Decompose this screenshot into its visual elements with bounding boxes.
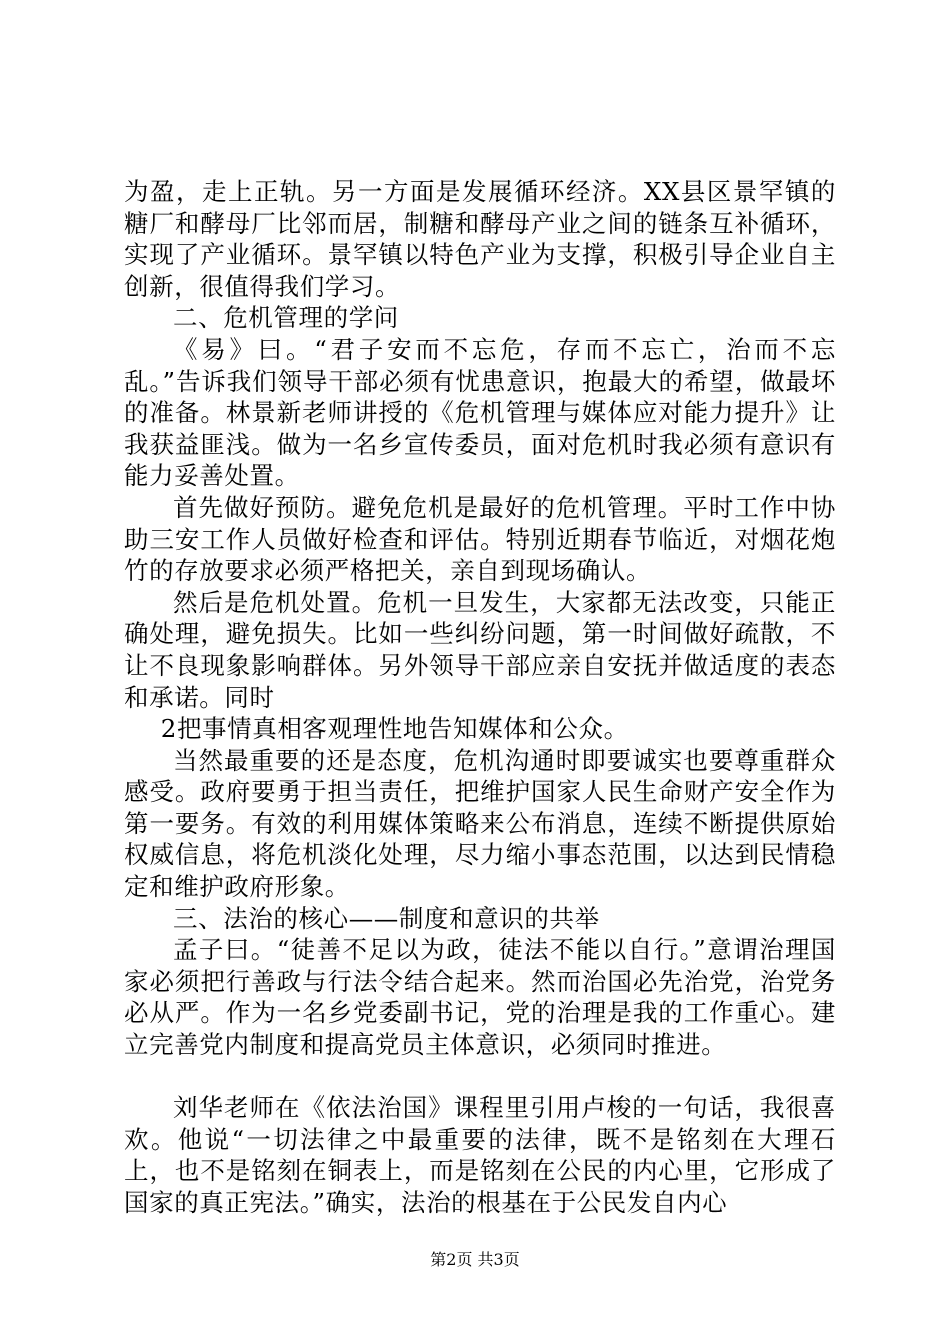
document-body bbox=[124, 176, 836, 1219]
paragraph-7: 当然最重要的还是态度，危机沟通时即要诚实也要尊重群众感受。政府要勇于担当责任，把维护国家人民生命财产安全作为第一要务。有效的利用媒体策略来公布消息，连续不断提供原始权威信息，将危机淡化处理，尽力缩小事态范围，以达到民情稳定和维护政府形象。 bbox=[124, 745, 836, 902]
paragraph-6: 2把事情真相客观理性地告知媒体和公众。 bbox=[160, 714, 629, 744]
paragraph-10: 刘华老师在《依法治国》课程里引用卢梭的一句话，我很喜欢。他说“一切法律之中最重要的法律，既不是铭刻在大理石上，也不是铭刻在铜表上，而是铭刻在公民的内心里，它形成了国家的真正宪法。”确实，法治的根基在于公民发自内心 bbox=[124, 1093, 836, 1217]
paragraph-5: 然后是危机处置。危机一旦发生，大家都无法改变，只能正确处理，避免损失。比如一些纠纷问题，第一时间做好疏散，不让不良现象影响群体。另外领导干部应亲自安抚并做适度的表态和承诺。同时 bbox=[124, 587, 836, 712]
heading-crisis-management: 二、危机管理的学问 bbox=[173, 303, 399, 333]
paragraph-4: 首先做好预防。避免危机是最好的危机管理。平时工作中协助三安工作人员做好检查和评估。特别近期春节临近，对烟花炮竹的存放要求必须严格把关，亲自到现场确认。 bbox=[124, 492, 836, 586]
paragraph-9: 孟子曰。“徒善不足以为政，徒法不能以自行。”意谓治理国家必须把行善政与行法令结合起来。然而治国必先治党，治党务必从严。作为一名乡党委副书记，党的治理是我的工作重心。建立完善党内制度和提高党员主体意识，必须同时推进。 bbox=[124, 935, 836, 1060]
heading-rule-of-law: 三、法治的核心——制度和意识的共举 bbox=[173, 903, 600, 933]
paragraph-1: 为盈，走上正轨。另一方面是发展循环经济。XX县区景罕镇的糖厂和酵母厂比邻而居，制糖和酵母产业之间的链条互补循环，实现了产业循环。景罕镇以特色产业为支撑，积极引导企业自主创新，很值得我们学习。 bbox=[124, 177, 836, 301]
page-number-label: 第2页 共3页 bbox=[430, 1250, 520, 1269]
page-footer bbox=[0, 1250, 950, 1270]
paragraph-3: 《易》曰。“君子安而不忘危，存而不忘亡，治而不忘乱。”告诉我们领导干部必须有忧患意识，抱最大的希望，做最坏的准备。林景新老师讲授的《危机管理与媒体应对能力提升》让我获益匪浅。做为一名乡宣传委员，面对危机时我必须有意识有能力妥善处置。 bbox=[124, 334, 836, 491]
